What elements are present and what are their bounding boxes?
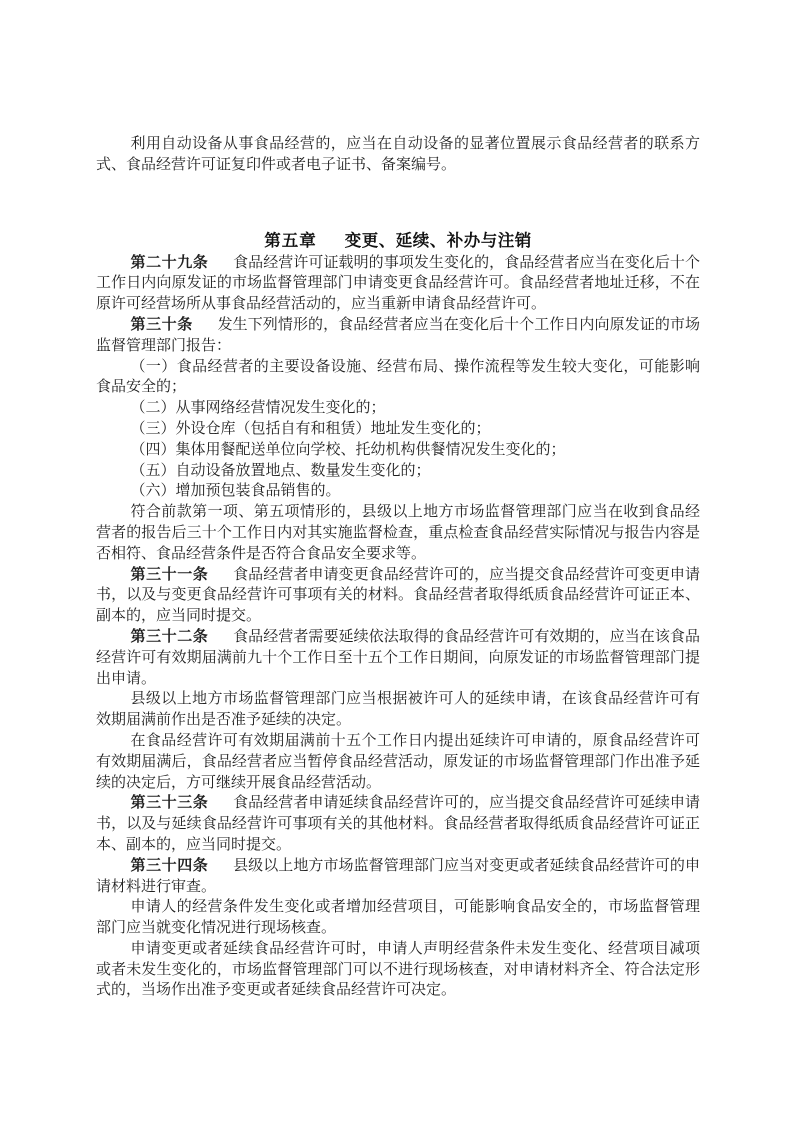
document-body [96, 133, 700, 1000]
paragraph-text: 食品经营者申请变更食品经营许可的，应当提交食品经营许可变更申请书，以及与变更食品经营许可事项有关的材料。食品经营者取得纸质食品经营许可证正本、副本的，应当同时提交。 [96, 564, 700, 625]
body-paragraph [96, 730, 700, 792]
article-paragraph [96, 314, 700, 356]
article-paragraph [96, 855, 700, 897]
article-paragraph [96, 626, 700, 688]
body-paragraph [96, 501, 700, 563]
article-paragraph [96, 252, 700, 314]
chapter-heading [96, 230, 700, 252]
paragraph-text: 食品经营者申请延续食品经营许可的，应当提交食品经营许可延续申请书，以及与延续食品经营许可事项有关的其他材料。食品经营者取得纸质食品经营许可证正本、副本的，应当同时提交。 [96, 793, 700, 853]
list-item-paragraph [96, 397, 700, 418]
body-paragraph [96, 688, 700, 730]
article-number: 第二十九条 [130, 252, 209, 271]
article-paragraph [96, 564, 700, 626]
article-number: 第三十二条 [130, 626, 209, 645]
paragraph-text: 县级以上地方市场监督管理部门应当根据被许可人的延续申请，在该食品经营许可有效期届满前作出是否准予延续的决定。 [96, 689, 700, 729]
paragraph-text: 申请人的经营条件发生变化或者增加经营项目，可能影响食品安全的，市场监督管理部门应当就变化情况进行现场核查。 [96, 897, 700, 937]
paragraph-text: （一）食品经营者的主要设备设施、经营布局、操作流程等发生较大变化，可能影响食品安全的； [96, 356, 700, 396]
chapter-number: 第五章 [264, 230, 317, 250]
body-paragraph [96, 938, 700, 1000]
list-item-paragraph [96, 439, 700, 460]
article-paragraph [96, 792, 700, 854]
paragraph-text: 在食品经营许可有效期届满前十五个工作日内提出延续许可申请的，原食品经营许可有效期届满后，食品经营者应当暂停食品经营活动，原发证的市场监督管理部门作出准予延续的决定后，方可继续开展食品经营活动。 [96, 730, 700, 791]
body-paragraph [96, 133, 700, 175]
list-item-paragraph [96, 480, 700, 501]
paragraph-text: 县级以上地方市场监督管理部门应当对变更或者延续食品经营许可的申请材料进行审查。 [96, 855, 700, 895]
paragraph-text: 符合前款第一项、第五项情形的，县级以上地方市场监督管理部门应当在收到食品经营者的报告后三十个工作日内对其实施监督检查，重点检查食品经营实际情况与报告内容是否相符、食品经营条件是否符合食品安全要求等。 [96, 502, 700, 562]
body-paragraph [96, 896, 700, 938]
paragraph-text: （三）外设仓库（包括自有和租赁）地址发生变化的； [130, 418, 491, 437]
paragraph-text: 食品经营许可证载明的事项发生变化的，食品经营者应当在变化后十个工作日内向原发证的市场监督管理部门申请变更食品经营许可。食品经营者地址迁移，不在原许可经营场所从事食品经营活动的，应当重新申请食品经营许可。 [96, 252, 700, 313]
paragraph-text: 食品经营者需要延续依法取得的食品经营许可有效期的，应当在该食品经营许可有效期届满前九十个工作日至十五个工作日期间，向原发证的市场监督管理部门提出申请。 [96, 626, 700, 687]
paragraph-text: （四）集体用餐配送单位向学校、托幼机构供餐情况发生变化的； [130, 439, 566, 458]
chapter-title: 变更、延续、补办与注销 [344, 230, 532, 250]
list-item-paragraph [96, 356, 700, 398]
paragraph-text: 申请变更或者延续食品经营许可时，申请人声明经营条件未发生变化、经营项目减项或者未发生变化的，市场监督管理部门可以不进行现场核查，对申请材料齐全、符合法定形式的，当场作出准予变更或者延续食品经营许可决定。 [96, 938, 700, 999]
list-item-paragraph [96, 460, 700, 481]
paragraph-text: 利用自动设备从事食品经营的，应当在自动设备的显著位置展示食品经营者的联系方式、食品经营许可证复印件或者电子证书、备案编号。 [96, 134, 700, 173]
paragraph-text: 发生下列情形的，食品经营者应当在变化后十个工作日内向原发证的市场监督管理部门报告： [96, 314, 700, 354]
article-number: 第三十条 [130, 314, 193, 333]
article-number: 第三十三条 [130, 793, 209, 812]
article-number: 第三十四条 [130, 855, 209, 874]
list-item-paragraph [96, 418, 700, 439]
article-number: 第三十一条 [130, 564, 209, 583]
paragraph-text: （五）自动设备放置地点、数量发生变化的； [130, 460, 431, 479]
paragraph-text: （二）从事网络经营情况发生变化的； [130, 398, 386, 417]
paragraph-text: （六）增加预包装食品销售的。 [130, 481, 341, 500]
